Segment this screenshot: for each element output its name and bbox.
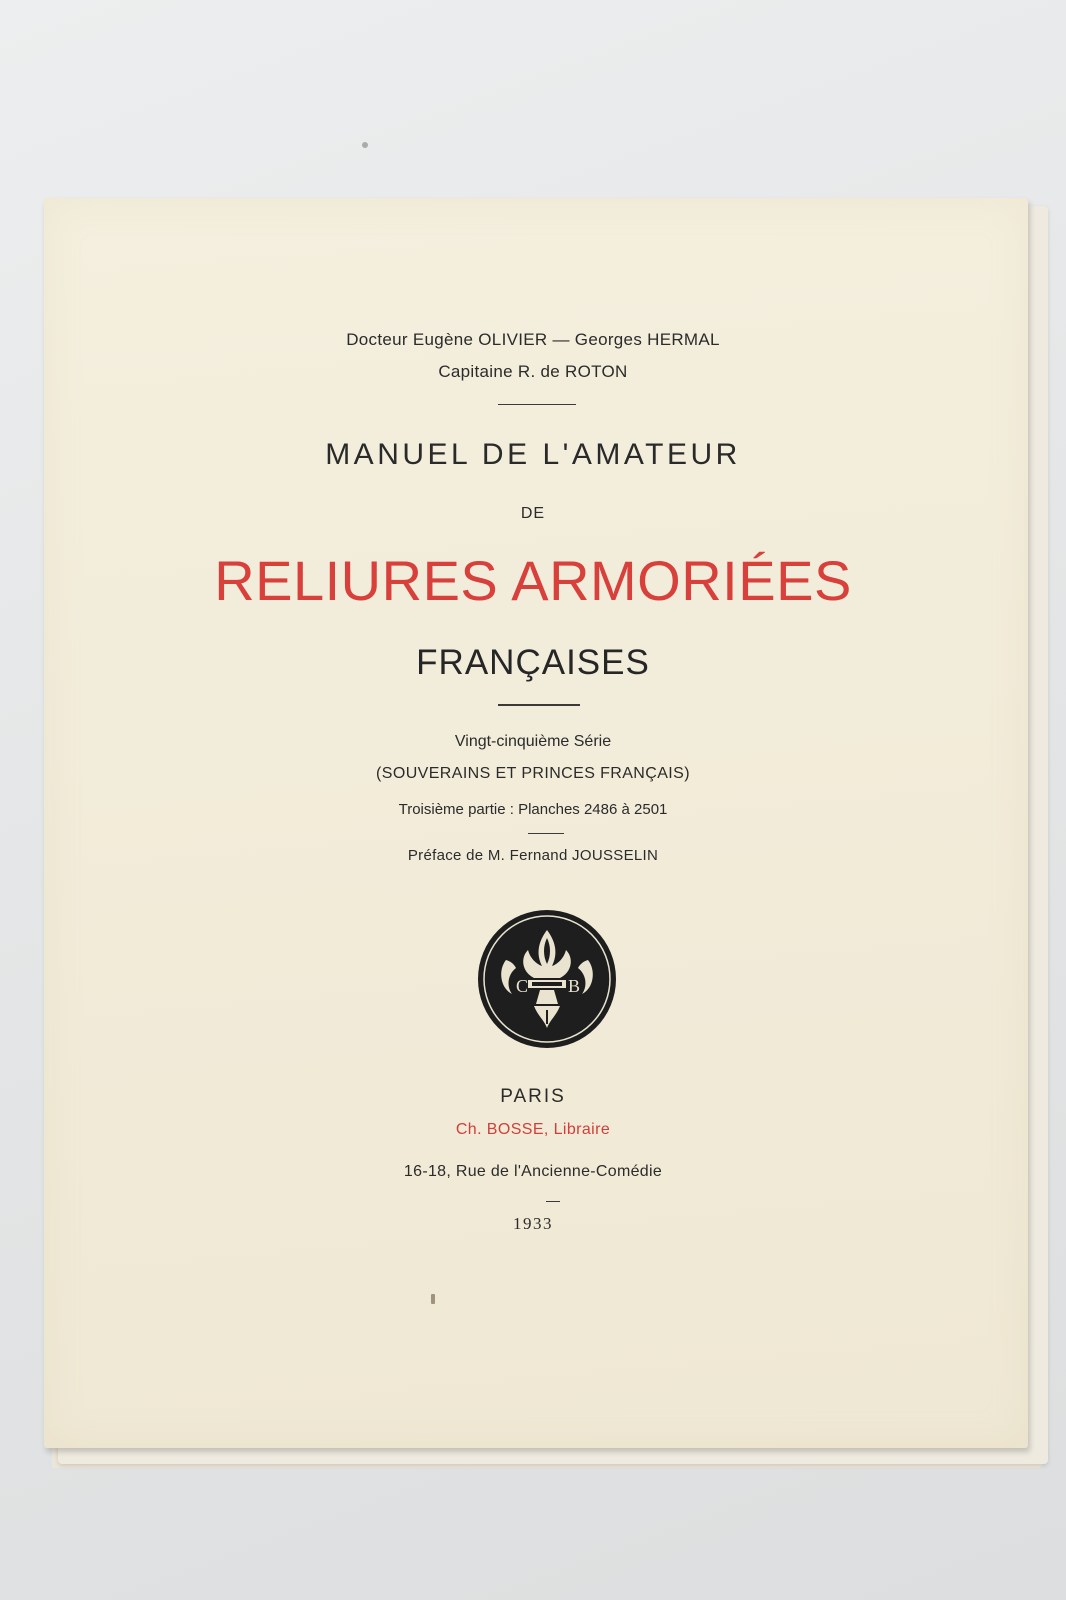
authors-line-2: Capitaine R. de ROTON <box>438 362 628 381</box>
seal-letter-b: B <box>568 976 581 996</box>
short-divider-rule <box>528 833 564 834</box>
authors-line-1: Docteur Eugène OLIVIER — Georges HERMAL <box>346 330 720 349</box>
part-label: Troisième partie : Planches 2486 à 2501 <box>398 801 668 818</box>
address-label: 16-18, Rue de l'Ancienne-Comédie <box>403 1163 663 1180</box>
publication-year: 1933 <box>513 1214 553 1233</box>
series-label: Vingt-cinquième Série <box>454 733 612 750</box>
fleur-de-lis-seal-icon <box>476 908 618 1050</box>
title-divider-rule <box>498 704 580 706</box>
divider-rule <box>498 404 576 405</box>
ink-mark <box>431 1294 435 1304</box>
city-label: PARIS <box>500 1086 566 1107</box>
year-divider-rule <box>546 1201 560 1202</box>
title-line-3: FRANÇAISES <box>416 643 650 682</box>
seal-letter-c: C <box>516 976 529 996</box>
publisher-label: Ch. BOSSE, Libraire <box>455 1121 611 1138</box>
main-title: RELIURES ARMORIÉES <box>214 549 852 612</box>
title-line-1: MANUEL DE L'AMATEUR <box>325 438 741 471</box>
title-line-2: DE <box>520 505 546 522</box>
series-subtitle: (SOUVERAINS ET PRINCES FRANÇAIS) <box>376 765 690 782</box>
preface-label: Préface de M. Fernand JOUSSELIN <box>407 847 659 864</box>
